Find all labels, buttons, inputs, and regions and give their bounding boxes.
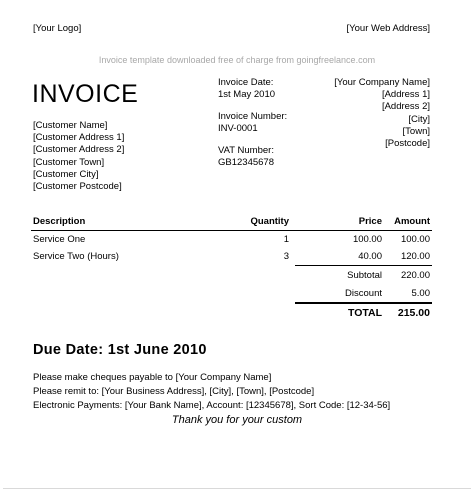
company-postcode: [Postcode] <box>385 138 430 150</box>
table-row <box>31 248 432 266</box>
item-price: 40.00 <box>358 251 382 262</box>
company-name: [Your Company Name] <box>334 77 430 88</box>
payment-line-cheques: Please make cheques payable to [Your Company Name] <box>33 372 272 383</box>
item-quantity: 1 <box>283 234 289 245</box>
total-label: TOTAL <box>295 303 386 322</box>
bottom-divider <box>3 488 471 489</box>
payment-instructions <box>33 371 390 413</box>
header-quantity: Quantity <box>175 212 295 231</box>
subtotal-row <box>31 266 432 285</box>
item-amount: 120.00 <box>400 251 430 262</box>
customer-name: [Customer Name] <box>33 120 108 131</box>
invoice-title: INVOICE <box>32 80 139 108</box>
invoice-date-label: Invoice Date: <box>218 77 274 88</box>
table-header-row <box>31 212 432 231</box>
item-amount: 100.00 <box>400 234 430 245</box>
item-quantity: 3 <box>283 251 289 263</box>
header-price: Price <box>295 212 386 231</box>
invoice-number-label: Invoice Number: <box>218 111 288 122</box>
customer-address-block <box>33 120 124 193</box>
customer-address-2: [Customer Address 2] <box>33 144 125 156</box>
total-value: 215.00 <box>386 303 432 322</box>
company-address-block <box>334 77 430 150</box>
item-price: 100.00 <box>352 234 382 245</box>
vat-number-label: VAT Number: <box>218 145 274 156</box>
customer-city: [Customer City] <box>33 168 99 180</box>
item-description: Service Two (Hours) <box>33 251 119 263</box>
payment-line-electronic: Electronic Payments: [Your Bank Name], Account: [12345678], Sort Code: [12-34-56] <box>33 400 391 411</box>
discount-label: Discount <box>345 287 382 299</box>
company-city: [City] <box>408 113 430 125</box>
company-address-2: [Address 2] <box>381 101 430 113</box>
due-date: Due Date: 1st June 2010 <box>33 342 207 358</box>
website-placeholder: [Your Web Address] <box>346 23 430 34</box>
line-items-table <box>31 212 432 322</box>
total-row <box>31 303 432 322</box>
invoice-meta <box>218 77 287 168</box>
invoice-number-value: INV-0001 <box>218 122 258 134</box>
discount-row <box>31 284 432 303</box>
customer-postcode: [Customer Postcode] <box>33 181 122 193</box>
table-row <box>31 231 432 249</box>
customer-address-1: [Customer Address 1] <box>33 132 125 144</box>
header-description: Description <box>31 212 175 231</box>
customer-town: [Customer Town] <box>33 156 105 168</box>
payment-line-remit: Please remit to: [Your Business Address], [City], [Town], [Postcode] <box>33 386 315 397</box>
company-town: [Town] <box>402 125 430 137</box>
company-address-1: [Address 1] <box>381 89 430 101</box>
header-amount: Amount <box>386 212 432 231</box>
subtotal-value: 220.00 <box>386 266 432 285</box>
subtotal-label: Subtotal <box>295 266 386 285</box>
discount-value: 5.00 <box>411 287 430 299</box>
invoice-date-value: 1st May 2010 <box>218 88 276 100</box>
thank-you-message: Thank you for your custom <box>171 414 303 426</box>
item-description: Service One <box>33 234 86 245</box>
logo-placeholder: [Your Logo] <box>33 23 82 34</box>
template-note: Invoice template downloaded free of charge from goingfreelance.com <box>98 55 376 65</box>
vat-number-value: GB12345678 <box>218 156 274 168</box>
